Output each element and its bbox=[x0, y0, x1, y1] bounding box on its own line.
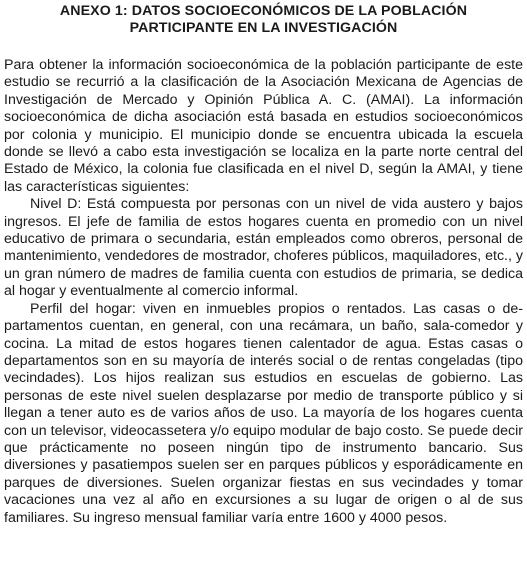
title-line-2: PARTICIPANTE EN LA INVESTIGACIÓN bbox=[129, 20, 398, 36]
document-body bbox=[4, 57, 523, 527]
paragraph-nivel-d: Nivel D: Está compuesta por personas con un nivel de vida austero y bajos ingresos. El jefe de familia de estos hogares cuenta en promedio con un nivel educativo de primara o secundaria, están empleados como obreros, personal de mantenimiento, vendedores de mostrador, choferes públicos, maquiladores, etc., y un gran número de madres de familia cuenta con estudios de primaria, se dedica al hogar y eventualmente al comercio informal. bbox=[4, 196, 523, 300]
document-page bbox=[4, 3, 523, 527]
document-title bbox=[4, 3, 523, 37]
paragraph-intro: Para obtener la información socioeconómica de la población participante de este estudio se recurrió a la clasificación de la Asociación Mexicana de Agencias de Investigación de Mercado y Opinión Pública A. C. (AMAI). La información socioeconómica de dicha asociación está basada en estudios socioeconómicos por colonia y municipio. El municipio donde se encuentra ubicada la escuela donde se llevó a cabo esta investigación se localiza en la parte norte central del Estado de México, la colonia fue clasificada en el nivel D, según la AMAI, y tiene las características siguientes: bbox=[4, 57, 523, 195]
title-line-1: ANEXO 1: DATOS SOCIOECONÓMICOS DE LA POBLACIÓN bbox=[59, 3, 468, 19]
paragraph-perfil-hogar: Perfil del hogar: viven en inmuebles propios o rentados. Las casas o departamentos cuentan, en general, con una recámara, un baño, sala-comedor y cocina. La mitad de estos hogares tienen calentador de agua. Estas casas o departamentos son en su mayoría de interés social o de rentas congeladas (tipo vecindades). Los hijos realizan sus estudios en escuelas de gobierno. Las personas de este nivel suelen desplazarse por medio de transporte público y si llegan a tener auto es de varios años de uso. La mayoría de los hogares cuenta con un televisor, videocassetera y/o equipo modular de bajo costo. Se puede decir que prácticamente no poseen ningún tipo de instrumento bancario. Sus diversiones y pasatiempos suelen ser en parques públicos y esporádicamente en parques de diversiones. Suelen organizar fiestas en sus vecindades y tomar vacaciones una vez al año en excursiones a su lugar de origen o al de sus familiares. Su ingreso mensual familiar varía entre 1600 y 4000 pesos. bbox=[4, 300, 523, 526]
